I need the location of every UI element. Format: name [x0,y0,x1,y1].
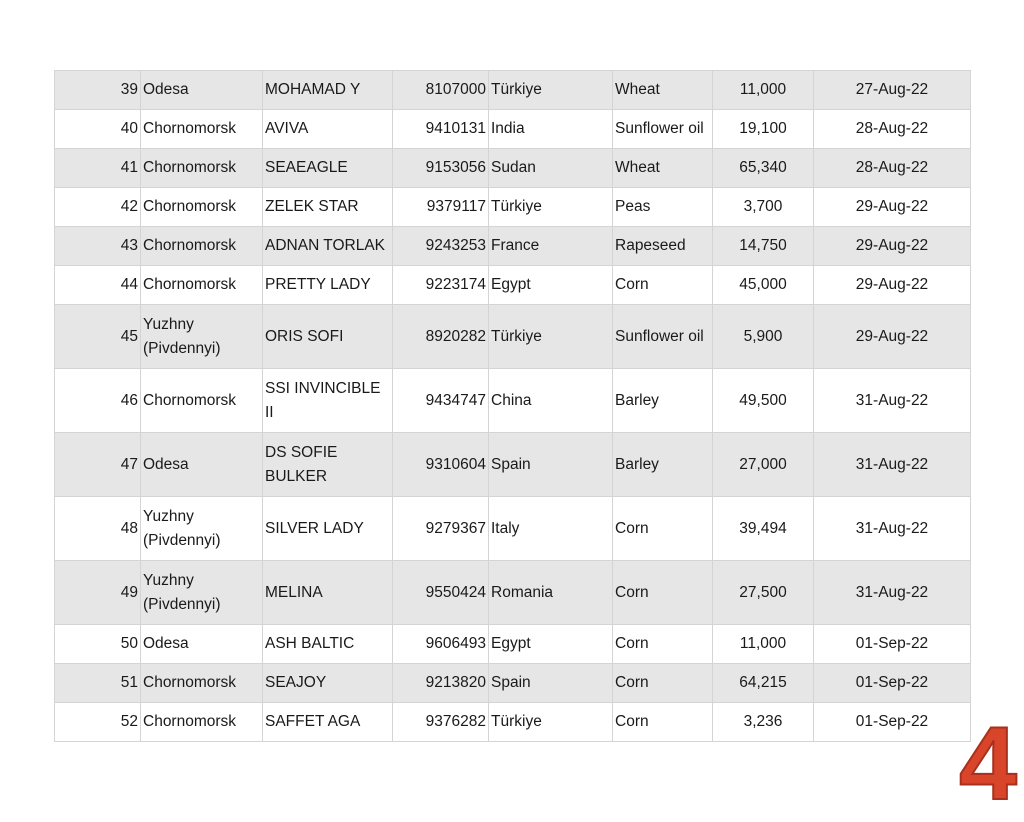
loading-port: Chornomorsk [141,703,263,742]
cargo-type: Corn [613,561,713,625]
row-number: 45 [55,305,141,369]
cargo-tonnes: 5,900 [713,305,814,369]
cargo-tonnes: 65,340 [713,149,814,188]
vessel-name: ORIS SOFI [263,305,393,369]
cargo-tonnes: 3,700 [713,188,814,227]
loading-port: Yuzhny (Pivdennyi) [141,497,263,561]
vessel-name: SEAJOY [263,664,393,703]
imo-number: 9310604 [393,433,489,497]
vessel-name: SSI INVINCIBLE II [263,369,393,433]
departure-date: 28-Aug-22 [814,149,971,188]
destination-country: France [489,227,613,266]
departure-date: 31-Aug-22 [814,497,971,561]
row-number: 42 [55,188,141,227]
loading-port: Chornomorsk [141,369,263,433]
cargo-tonnes: 11,000 [713,71,814,110]
cargo-tonnes: 19,100 [713,110,814,149]
cargo-type: Sunflower oil [613,305,713,369]
row-number: 48 [55,497,141,561]
cargo-type: Barley [613,433,713,497]
cargo-type: Corn [613,266,713,305]
imo-number: 9153056 [393,149,489,188]
vessel-name: MELINA [263,561,393,625]
table-row [55,625,971,664]
destination-country: China [489,369,613,433]
imo-number: 9606493 [393,625,489,664]
vessel-name: SAFFET AGA [263,703,393,742]
cargo-type: Peas [613,188,713,227]
row-number: 49 [55,561,141,625]
table-row [55,110,971,149]
loading-port: Chornomorsk [141,110,263,149]
cargo-tonnes: 49,500 [713,369,814,433]
cargo-type: Rapeseed [613,227,713,266]
shipments-table [54,70,971,742]
loading-port: Chornomorsk [141,188,263,227]
destination-country: Spain [489,433,613,497]
cargo-tonnes: 45,000 [713,266,814,305]
vessel-name: AVIVA [263,110,393,149]
table-row [55,71,971,110]
row-number: 43 [55,227,141,266]
destination-country: Türkiye [489,71,613,110]
cargo-tonnes: 64,215 [713,664,814,703]
destination-country: Sudan [489,149,613,188]
departure-date: 27-Aug-22 [814,71,971,110]
cargo-type: Corn [613,625,713,664]
imo-number: 9376282 [393,703,489,742]
imo-number: 9213820 [393,664,489,703]
destination-country: Türkiye [489,188,613,227]
cargo-tonnes: 27,500 [713,561,814,625]
destination-country: Romania [489,561,613,625]
imo-number: 9410131 [393,110,489,149]
table-row [55,305,971,369]
destination-country: Türkiye [489,305,613,369]
departure-date: 01-Sep-22 [814,664,971,703]
vessel-name: SILVER LADY [263,497,393,561]
row-number: 47 [55,433,141,497]
table-row [55,703,971,742]
table-row [55,561,971,625]
departure-date: 28-Aug-22 [814,110,971,149]
loading-port: Odesa [141,433,263,497]
cargo-type: Wheat [613,149,713,188]
vessel-name: ZELEK STAR [263,188,393,227]
cargo-type: Corn [613,497,713,561]
departure-date: 31-Aug-22 [814,561,971,625]
page-number: 4 [959,706,1017,822]
imo-number: 9550424 [393,561,489,625]
table-row [55,497,971,561]
loading-port: Chornomorsk [141,266,263,305]
row-number: 40 [55,110,141,149]
loading-port: Odesa [141,71,263,110]
loading-port: Chornomorsk [141,227,263,266]
table-row [55,433,971,497]
destination-country: Egypt [489,625,613,664]
cargo-type: Sunflower oil [613,110,713,149]
imo-number: 9223174 [393,266,489,305]
departure-date: 29-Aug-22 [814,305,971,369]
vessel-name: PRETTY LADY [263,266,393,305]
departure-date: 01-Sep-22 [814,703,971,742]
departure-date: 29-Aug-22 [814,227,971,266]
cargo-tonnes: 27,000 [713,433,814,497]
vessel-name: DS SOFIE BULKER [263,433,393,497]
cargo-tonnes: 3,236 [713,703,814,742]
loading-port: Odesa [141,625,263,664]
imo-number: 9434747 [393,369,489,433]
destination-country: India [489,110,613,149]
departure-date: 29-Aug-22 [814,188,971,227]
destination-country: Türkiye [489,703,613,742]
cargo-tonnes: 14,750 [713,227,814,266]
row-number: 51 [55,664,141,703]
cargo-type: Corn [613,664,713,703]
cargo-type: Corn [613,703,713,742]
destination-country: Italy [489,497,613,561]
table-row [55,149,971,188]
departure-date: 01-Sep-22 [814,625,971,664]
row-number: 41 [55,149,141,188]
cargo-tonnes: 11,000 [713,625,814,664]
departure-date: 31-Aug-22 [814,433,971,497]
departure-date: 31-Aug-22 [814,369,971,433]
table-row [55,188,971,227]
row-number: 44 [55,266,141,305]
table-row [55,664,971,703]
loading-port: Yuzhny (Pivdennyi) [141,305,263,369]
cargo-type: Barley [613,369,713,433]
imo-number: 8920282 [393,305,489,369]
loading-port: Chornomorsk [141,664,263,703]
table-row [55,227,971,266]
cargo-type: Wheat [613,71,713,110]
vessel-name: SEAEAGLE [263,149,393,188]
table-row [55,369,971,433]
imo-number: 9379117 [393,188,489,227]
row-number: 39 [55,71,141,110]
imo-number: 9279367 [393,497,489,561]
departure-date: 29-Aug-22 [814,266,971,305]
row-number: 46 [55,369,141,433]
vessel-name: ADNAN TORLAK [263,227,393,266]
table-row [55,266,971,305]
vessel-name: ASH BALTIC [263,625,393,664]
loading-port: Chornomorsk [141,149,263,188]
row-number: 50 [55,625,141,664]
destination-country: Egypt [489,266,613,305]
imo-number: 9243253 [393,227,489,266]
loading-port: Yuzhny (Pivdennyi) [141,561,263,625]
imo-number: 8107000 [393,71,489,110]
destination-country: Spain [489,664,613,703]
cargo-tonnes: 39,494 [713,497,814,561]
vessel-name: MOHAMAD Y [263,71,393,110]
row-number: 52 [55,703,141,742]
